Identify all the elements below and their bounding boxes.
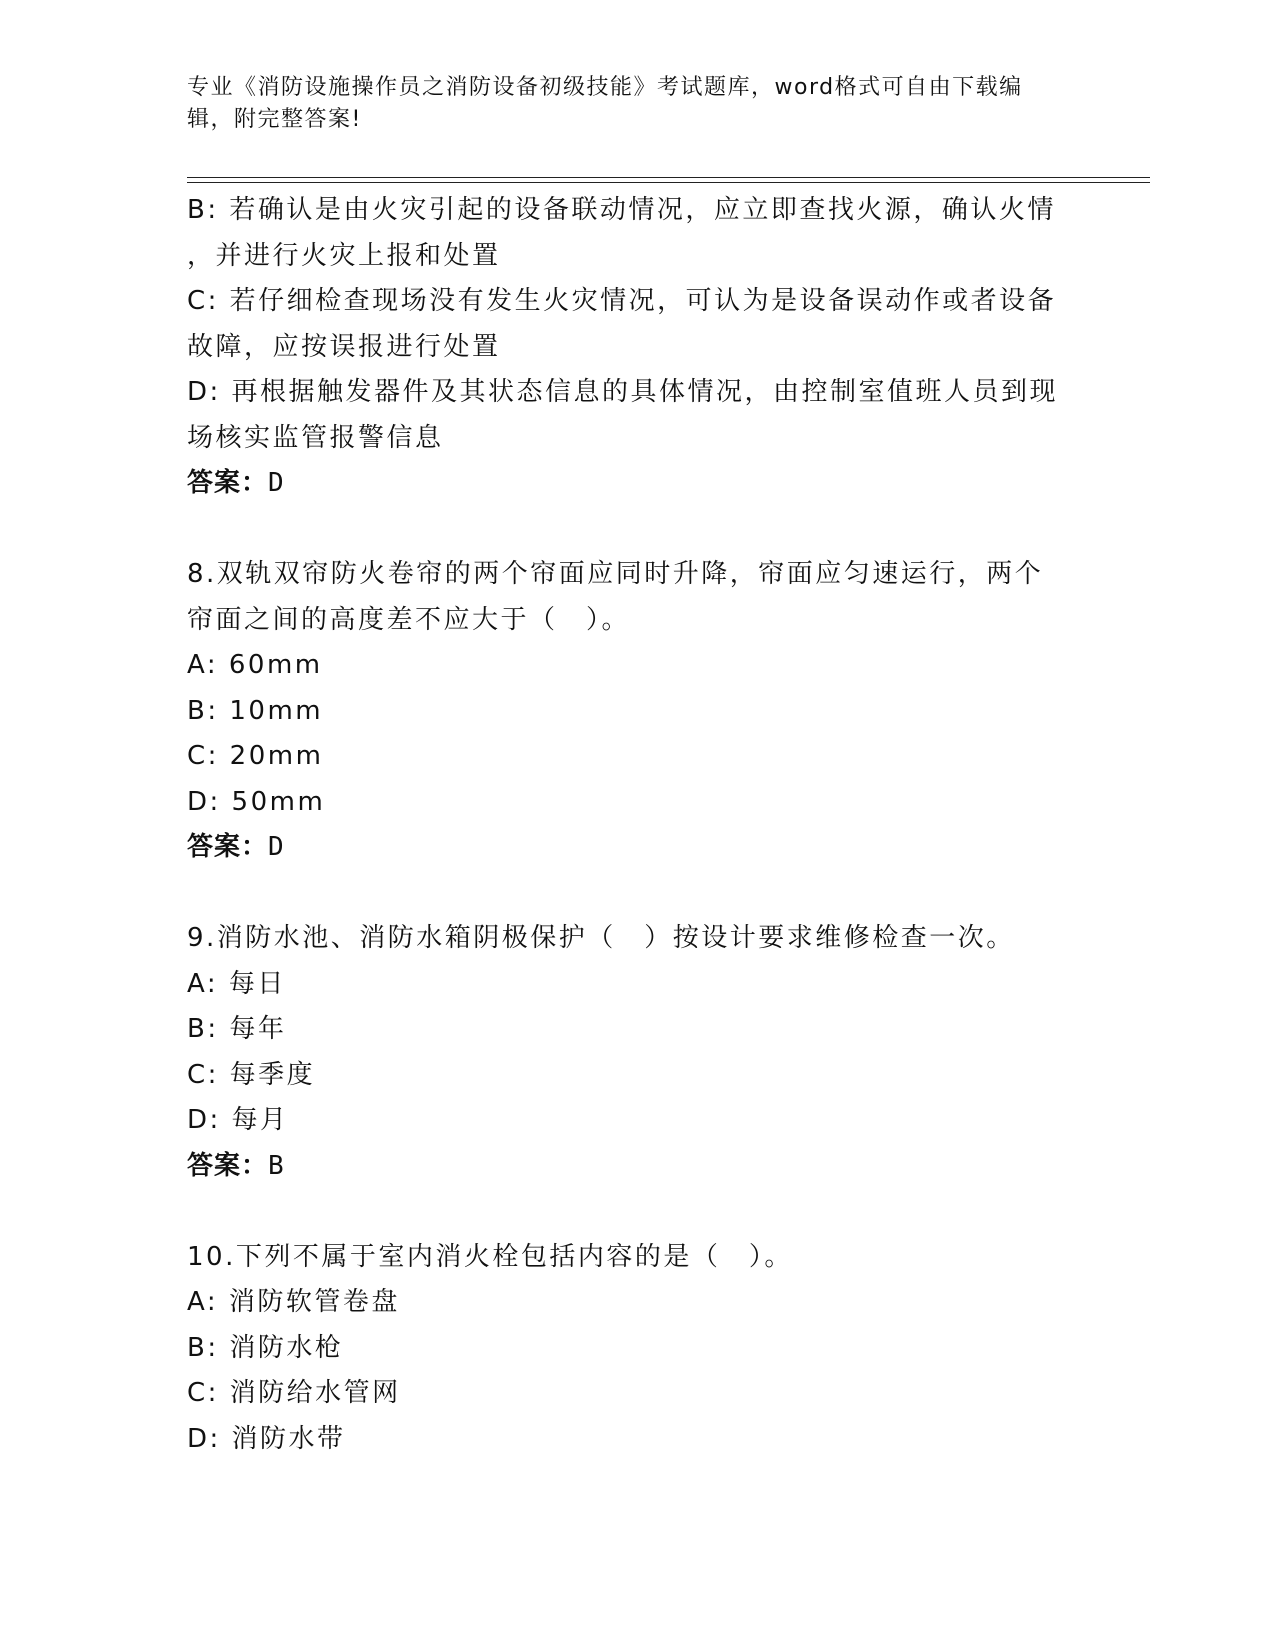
question-8 [187,552,1087,871]
option-c: C: 20mm [187,741,324,771]
option-a: A: 消防软管卷盘 [187,1287,400,1317]
option-d-line-1: D: 再根据触发器件及其状态信息的具体情况，由控制室值班人员到现 [187,377,1059,407]
option-d: D: 50mm [187,786,326,817]
spacer [187,871,1087,917]
document-body [187,188,1087,1462]
answer-label: 答案： [187,1150,269,1181]
spacer [187,1189,1087,1235]
header-line-2: 辑，附完整答案! [187,107,362,132]
header-divider-top [187,177,1150,178]
option-a: A: 每日 [187,968,286,999]
header-divider-bottom [187,182,1150,183]
option-b-line-1: B: 若确认是由火灾引起的设备联动情况，应立即查找火源，确认火情 [187,195,1056,225]
spacer [187,507,1087,553]
option-a: A: 60mm [187,650,323,680]
answer-line [187,461,1087,507]
option-b-line-2: ，并进行火灾上报和处置 [187,240,501,271]
answer-label: 答案： [187,468,269,498]
question-7-continued [187,188,1087,507]
option-d: D: 每月 [187,1105,289,1135]
question-stem-line-1: 9.消防水池、消防水箱阴极保护（ ）按设计要求维修检查一次。 [187,923,1015,953]
option-c: C: 每季度 [187,1059,316,1090]
question-stem-line-1: 10.下列不属于室内消火栓包括内容的是（ ）。 [187,1241,793,1272]
question-stem-line-1: 8.双轨双帘防火卷帘的两个帘面应同时升降，帘面应匀速运行，两个 [187,559,1044,589]
question-9 [187,916,1087,1189]
answer-label: 答案： [187,832,269,862]
answer-value: D [268,468,285,498]
option-b: B: 消防水枪 [187,1332,344,1363]
option-b: B: 10mm [187,695,324,726]
answer-value: B [268,1150,285,1181]
option-d-line-2: 场核实监管报警信息 [187,422,444,453]
answer-value: D [268,832,285,862]
question-10 [187,1235,1087,1463]
option-c-line-2: 故障，应按误报进行处置 [187,331,501,362]
header-line-1: 专业《消防设施操作员之消防设备初级技能》考试题库，word格式可自由下载编 [187,75,1023,100]
document-header [187,72,1067,136]
answer-line [187,825,1087,871]
option-c-line-1: C: 若仔细检查现场没有发生火灾情况，可认为是设备误动作或者设备 [187,286,1057,316]
answer-line [187,1144,1087,1190]
option-d: D: 消防水带 [187,1423,346,1454]
question-stem-line-2: 帘面之间的高度差不应大于（ ）。 [187,604,631,635]
option-c: C: 消防给水管网 [187,1378,401,1408]
option-b: B: 每年 [187,1014,287,1044]
